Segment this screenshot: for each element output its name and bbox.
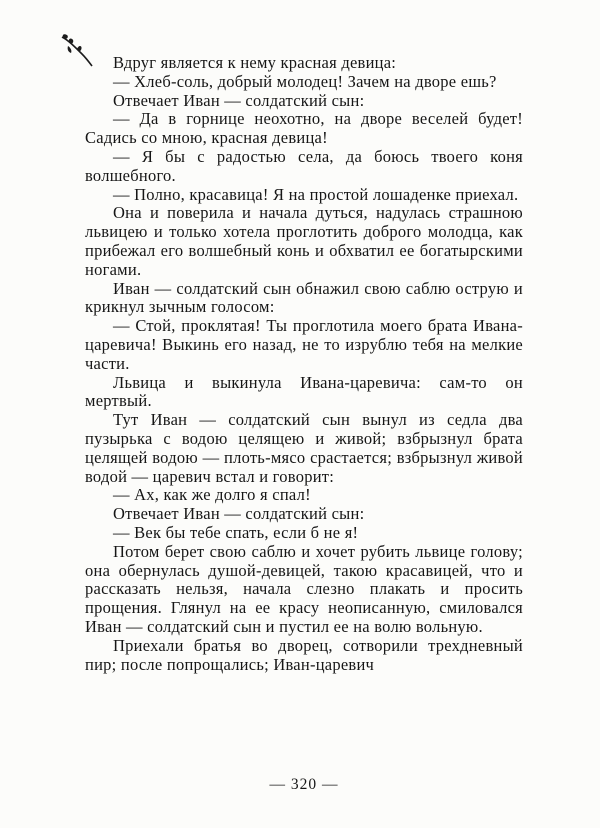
paragraph: Вдруг является к нему красная девица: [113,53,397,72]
page-text [85,54,523,674]
paragraph: Тут Иван — солдатский сын вынул из седла два пузырька с водою целящею и живой; взбрызнул брата целящей водою — плоть-мясо срастается; взбрызнул живой водой — царевич встал и говорит: [85,410,523,486]
paragraph: Отвечает Иван — солдатский сын: [113,504,365,524]
paragraph: Львица и выкинула Ивана-царевича: сам-то он мертвый. [85,372,523,411]
paragraph: — Полно, красавица! Я на простой лошаденке приехал. [113,184,519,204]
paragraph: Приехали братья во дворец, сотворили трехдневный пир; после попрощались; Иван-царевич [85,635,523,674]
paragraph: Потом берет свою саблю и хочет рубить львице голову; она обернулась душой-девицей, такою красавицей, что и рассказать нельзя, начала слезно плакать и просить прощения. Глянул на ее красу неописанную, смиловался Иван — солдатский сын и пустил ее на волю вольную. [85,541,523,636]
paragraph: — Ах, как же долго я спал! [113,485,311,505]
paragraph: — Я бы с радостью села, да боюсь твоего коня волшебного. [85,146,523,185]
paragraph: Отвечает Иван — солдатский сын: [113,90,365,110]
paragraph: — Хлеб-соль, добрый молодец! Зачем на дворе ешь? [113,71,497,91]
paragraph: Она и поверила и начала дуться, надулась страшною львицею и только хотела проглотить доброго молодца, как прибежал его волшебный конь и обхватил ее богатырскими ногами. [85,203,523,279]
paragraph: Иван — солдатский сын обнажил свою саблю острую и крикнул зычным голосом: [85,278,523,317]
paragraph: — Да в горнице неохотно, на дворе веселей будет! Садись со мною, красная девица! [85,109,523,148]
paragraph: — Век бы тебе спать, если б не я! [113,522,359,542]
paragraph: — Стой, проклятая! Ты проглотила моего брата Ивана-царевича! Выкинь его назад, не то изрублю тебя на мелкие части. [85,316,523,373]
page-number: — 320 — [269,776,339,793]
